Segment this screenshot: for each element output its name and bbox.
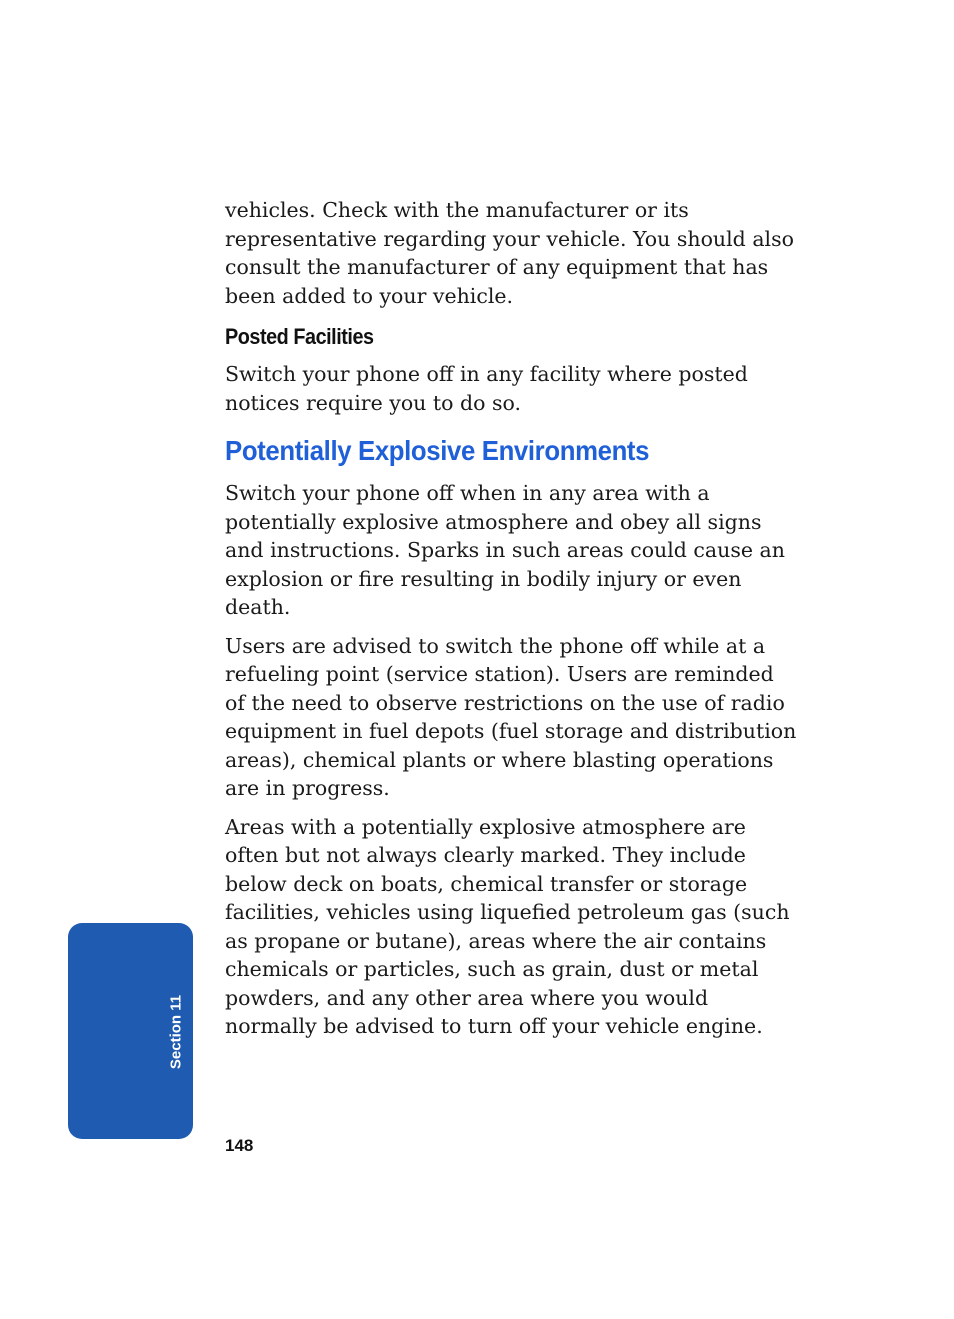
- paragraph-vehicles: vehicles. Check with the manufacturer or its representative regarding your vehicle. You should also consult the manufacturer of any equipment that has been added to your vehicle.: [225, 198, 794, 308]
- page-content: [225, 196, 800, 1051]
- page-number: 148: [225, 1136, 254, 1155]
- paragraph-switch-off: Switch your phone off when in any area with a potentially explosive atmosphere and obey all signs and instructions. Sparks in such areas could cause an explosion or fire resulting in bodily injury or even death.: [225, 481, 785, 619]
- heading-explosive-environments: Potentially Explosive Environments: [225, 435, 650, 466]
- paragraph-refueling: Users are advised to switch the phone off while at a refueling point (service station). Users are reminded of the need to observe restrictions on the use of radio equipment in fuel depots (fuel storage and distribution areas), chemical plants or where blasting operations are in progress.: [225, 633, 797, 800]
- section-tab-label: Section 11: [167, 994, 185, 1070]
- paragraph-posted-facilities: Switch your phone off in any facility where posted notices require you to do so.: [225, 362, 748, 415]
- subheading-posted-facilities: Posted Facilities: [225, 324, 374, 349]
- paragraph-explosive-areas: Areas with a potentially explosive atmosphere are often but not always clearly marked. They include below deck on boats, chemical transfer or storage facilities, vehicles using liquefied petroleum gas (such as propane or butane), areas where the air contains chemicals or particles, such as grain, dust or metal powders, and any other area where you would normally be advised to turn off your vehicle engine.: [225, 814, 790, 1038]
